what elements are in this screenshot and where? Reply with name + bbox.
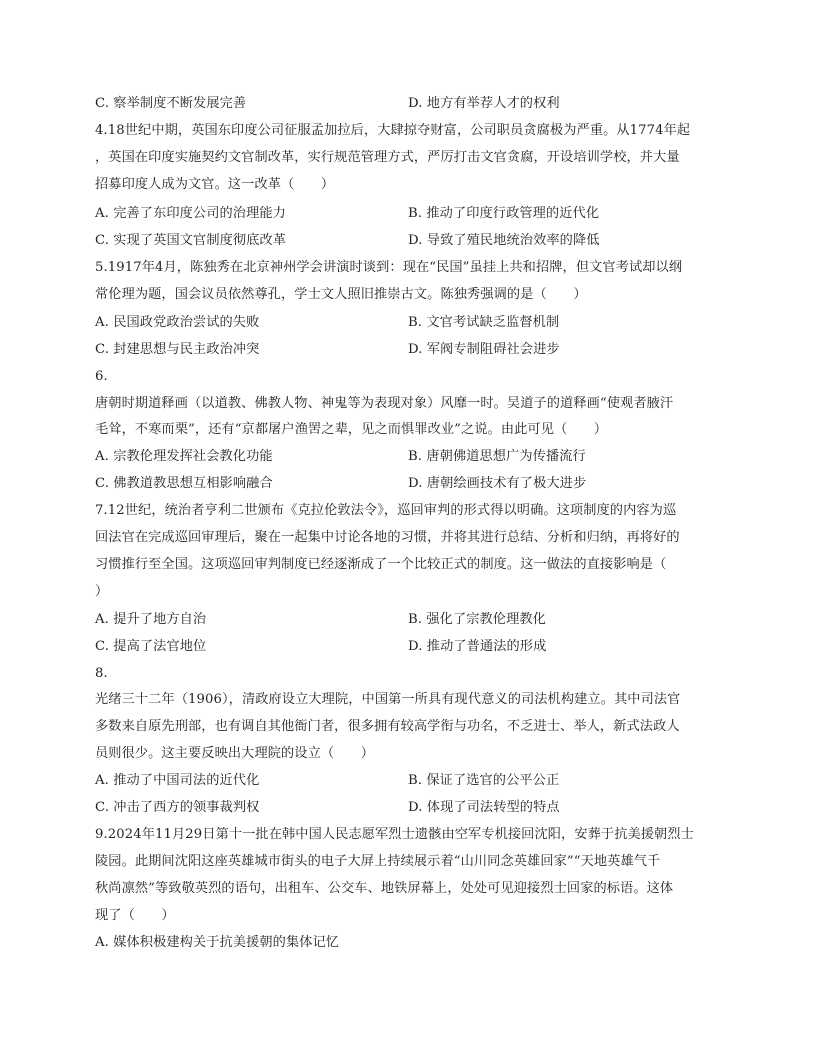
q7-option-d: D. 推动了普通法的形成 xyxy=(408,639,547,654)
q7-stem-line-4: ） xyxy=(95,584,109,599)
q8-option-c: C. 冲击了西方的领事裁判权 xyxy=(95,800,260,815)
q5-option-c: C. 封建思想与民主政治冲突 xyxy=(95,342,260,357)
q4-stem-line-1: 4.18世纪中期，英国东印度公司征服孟加拉后，大肆掠夺财富，公司职员贪腐极为严重。从1774年起 xyxy=(95,123,691,138)
q6-stem-line-1: 唐朝时期道释画（以道教、佛教人物、神鬼等为表现对象）风靡一时。吴道子的道释画“使观者腋汗 xyxy=(95,396,674,411)
q8-stem-line-1: 光绪三十二年（1906），清政府设立大理院，中国第一所具有现代意义的司法机构建立。其中司法官 xyxy=(95,692,681,707)
q7-option-c: C. 提高了法官地位 xyxy=(95,639,207,654)
q3-option-c: C. 察举制度不断发展完善 xyxy=(95,96,247,111)
q6-option-a: A. 宗教伦理发挥社会教化功能 xyxy=(95,449,273,464)
q7-option-b: B. 强化了宗教伦理教化 xyxy=(408,612,546,627)
q5-stem-line-1: 5.1917年4月，陈独秀在北京神州学会讲演时谈到：现在“民国”虽挂上共和招牌，但文官考试却以纲 xyxy=(95,260,683,275)
q4-option-a: A. 完善了东印度公司的治理能力 xyxy=(95,206,286,221)
q9-stem-line-4: 现了（ ） xyxy=(95,908,175,923)
q9-stem-line-3: 秋尚凛然”等致敬英烈的语句，出租车、公交车、地铁屏幕上，处处可见迎接烈士回家的标语。这体 xyxy=(95,881,674,896)
q6-option-d: D. 唐朝绘画技术有了极大进步 xyxy=(408,476,587,491)
q9-stem-line-1: 9.2024年11月29日第十一批在韩中国人民志愿军烈士遗骸由空军专机接回沈阳，安葬于抗美援朝烈士 xyxy=(95,827,694,842)
q4-stem-line-2: ，英国在印度实施契约文官制改革，实行规范管理方式，严厉打击文官贪腐，开设培训学校，并大量 xyxy=(95,150,680,165)
q3-option-d: D. 地方有举荐人才的权利 xyxy=(408,96,560,111)
q4-option-d: D. 导致了殖民地统治效率的降低 xyxy=(408,233,600,248)
q8-stem-line-3: 员则很少。这主要反映出大理院的设立（ ） xyxy=(95,746,375,761)
q8-option-d: D. 体现了司法转型的特点 xyxy=(408,800,560,815)
q6-option-b: B. 唐朝佛道思想广为传播流行 xyxy=(408,449,586,464)
q6-stem-line-2: 毛耸，不寒而栗”，还有“京都屠户渔罟之辈，见之而惧罪改业”之说。由此可见（ ） xyxy=(95,422,608,437)
q5-option-d: D. 军阀专制阻碍社会进步 xyxy=(408,342,560,357)
q9-option-a: A. 媒体积极建构关于抗美援朝的集体记忆 xyxy=(95,935,340,950)
q6-option-c: C. 佛教道教思想互相影响融合 xyxy=(95,476,273,491)
q8-number: 8. xyxy=(95,666,108,681)
q5-option-a: A. 民国政党政治尝试的失败 xyxy=(95,315,260,330)
q9-stem-line-2: 陵园。此期间沈阳这座英雄城市街头的电子大屏上持续展示着“山川同念英雄回家”“天地英雄气千 xyxy=(95,854,661,869)
q4-option-c: C. 实现了英国文官制度彻底改革 xyxy=(95,233,287,248)
q8-option-b: B. 保证了选官的公平公正 xyxy=(408,773,560,788)
q6-number: 6. xyxy=(95,369,108,384)
q5-stem-line-2: 常伦理为题，国会议员依然尊孔，学士文人照旧推崇古文。陈独秀强调的是（ ） xyxy=(95,287,587,302)
q7-stem-line-3: 习惯推行至全国。这项巡回审判制度已经逐渐成了一个比较正式的制度。这一做法的直接影响是（ xyxy=(95,557,667,572)
q4-option-b: B. 推动了印度行政管理的近代化 xyxy=(408,206,600,221)
q8-option-a: A. 推动了中国司法的近代化 xyxy=(95,773,260,788)
q7-stem-line-1: 7.12世纪，统治者亨利二世颁布《克拉伦敦法令》，巡回审判的形式得以明确。这项制度的内容为巡 xyxy=(95,503,677,518)
q7-stem-line-2: 回法官在完成巡回审理后，聚在一起集中讨论各地的习惯，并将其进行总结、分析和归纳，再将好的 xyxy=(95,530,680,545)
q4-stem-line-3: 招募印度人成为文官。这一改革（ ） xyxy=(95,177,335,192)
q5-option-b: B. 文官考试缺乏监督机制 xyxy=(408,315,560,330)
q8-stem-line-2: 多数来自原先刑部，也有调自其他衙门者，很多拥有较高学衔与功名，不乏进士、举人，新式法政人 xyxy=(95,719,680,734)
q7-option-a: A. 提升了地方自治 xyxy=(95,612,207,627)
